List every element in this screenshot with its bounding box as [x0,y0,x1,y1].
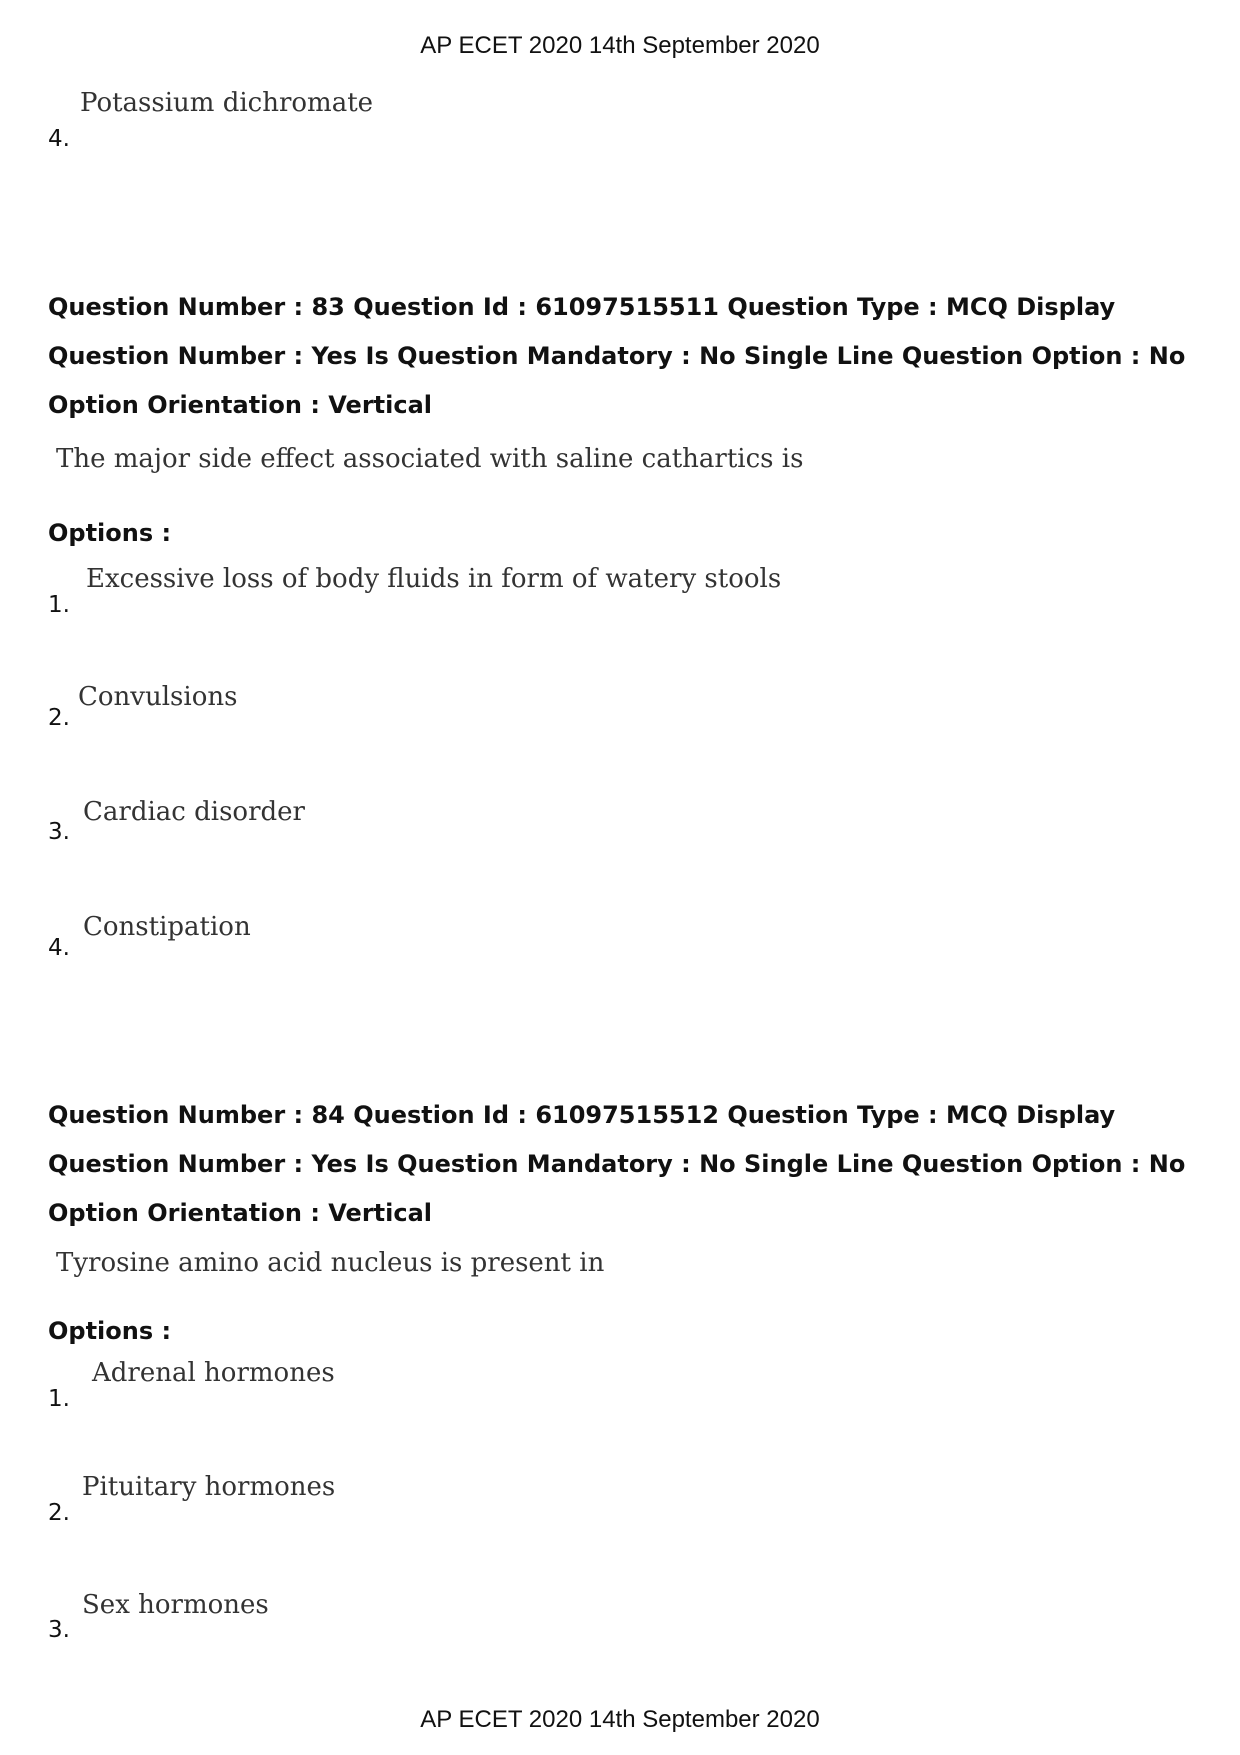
q84-option-3-number: 3. [48,1617,70,1643]
question-83-text: The major side effect associated with saline cathartics is [56,444,804,474]
page-footer: AP ECET 2020 14th September 2020 [420,1706,820,1733]
question-83-options-label: Options : [48,519,172,547]
q84-option-1-number: 1. [48,1386,70,1412]
q84-option-2-text: Pituitary hormones [82,1472,336,1502]
question-84-text: Tyrosine amino acid nucleus is present in [56,1248,605,1278]
question-83-meta: Question Number : 83 Question Id : 61097515511 Question Type : MCQ Display Question Number : Yes Is Question Mandatory : No Single Line Question Option : No Option Orientation : Vertical [48,293,1186,419]
q84-option-2-number: 2. [48,1500,70,1526]
prev-option-number: 4. [48,126,70,152]
question-84-meta: Question Number : 84 Question Id : 61097515512 Question Type : MCQ Display Question Number : Yes Is Question Mandatory : No Single Line Question Option : No Option Orientation : Vertical [48,1101,1186,1227]
q84-option-1-text: Adrenal hormones [92,1358,335,1388]
q83-option-1-number: 1. [48,592,70,618]
q83-option-4-text: Constipation [83,912,251,942]
q83-option-3-text: Cardiac disorder [83,797,305,827]
q84-option-3-text: Sex hormones [82,1590,269,1620]
q83-option-4-number: 4. [48,935,70,961]
q83-option-2-number: 2. [48,705,70,731]
q83-option-1-text: Excessive loss of body fluids in form of watery stools [86,564,782,594]
q83-option-2-text: Convulsions [78,682,238,712]
question-84-options-label: Options : [48,1317,172,1345]
page-header: AP ECET 2020 14th September 2020 [420,32,820,59]
prev-option-text: Potassium dichromate [80,88,374,118]
q83-option-3-number: 3. [48,819,70,845]
